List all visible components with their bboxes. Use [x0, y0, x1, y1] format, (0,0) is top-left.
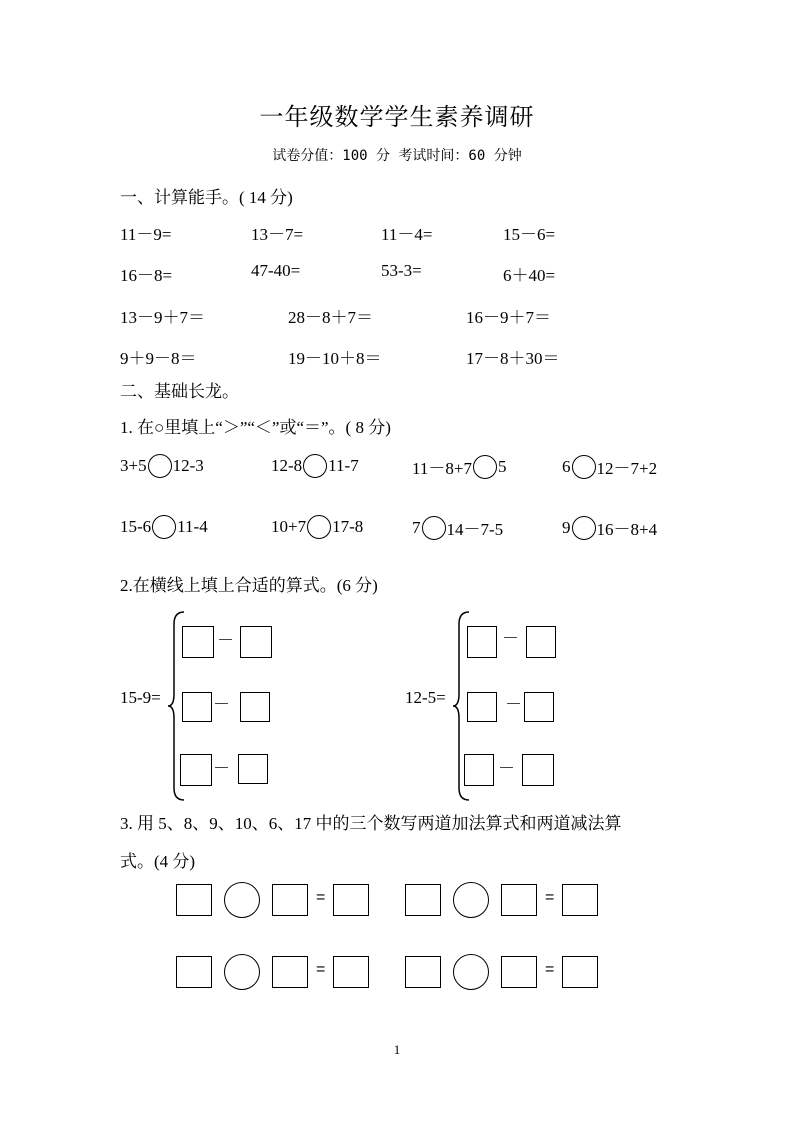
- compare-item: [562, 515, 657, 540]
- split-label-left: 15-9=: [120, 688, 161, 707]
- answer-circle[interactable]: [303, 454, 327, 478]
- number-box[interactable]: [405, 884, 441, 916]
- calc-item: 16－8=: [120, 266, 173, 285]
- calc-item: 15－6=: [503, 225, 556, 244]
- answer-circle[interactable]: [572, 516, 596, 540]
- compare-right: 11-4: [177, 517, 208, 536]
- compare-item: [412, 454, 506, 479]
- operator-circle[interactable]: [453, 954, 489, 990]
- answer-box[interactable]: [522, 754, 554, 786]
- number-box[interactable]: [176, 956, 212, 988]
- calc-item: 17－8＋30＝: [466, 349, 560, 368]
- answer-box[interactable]: [524, 692, 554, 722]
- compare-left: 12-8: [271, 456, 303, 475]
- page-title: 一年级数学学生素养调研: [259, 105, 535, 131]
- calc-item: 13－7=: [251, 225, 304, 244]
- answer-circle[interactable]: [152, 515, 176, 539]
- number-box[interactable]: [501, 884, 537, 916]
- question-3-heading-cont: 式。(4 分): [120, 852, 196, 871]
- answer-box[interactable]: [180, 754, 212, 786]
- answer-box[interactable]: [240, 626, 272, 658]
- answer-circle[interactable]: [148, 454, 172, 478]
- calc-item: 13－9＋7＝: [120, 308, 205, 327]
- equals-sign: =: [545, 961, 555, 978]
- equals-sign: =: [316, 889, 326, 906]
- compare-left: 10+7: [271, 517, 307, 536]
- answer-box[interactable]: [467, 626, 497, 658]
- answer-box[interactable]: [182, 626, 214, 658]
- compare-item: [412, 515, 503, 540]
- answer-box[interactable]: [240, 692, 270, 722]
- calc-item: 9＋9－8＝: [120, 349, 197, 368]
- compare-left: 9: [562, 517, 571, 537]
- compare-left: 6: [562, 456, 571, 476]
- result-box[interactable]: [562, 956, 598, 988]
- exam-info: 试卷分值：100 分 考试时间：60 分钟: [272, 148, 522, 164]
- equals-sign: =: [316, 961, 326, 978]
- calc-item: 53-3=: [381, 261, 422, 280]
- section-1-heading: 一、计算能手。( 14 分): [120, 188, 293, 207]
- answer-circle[interactable]: [473, 455, 497, 479]
- compare-right: 11-7: [328, 456, 359, 475]
- calc-item: 11－4=: [381, 225, 433, 244]
- compare-right: 17-8: [332, 517, 364, 536]
- minus-sign: －: [505, 695, 522, 714]
- calc-item: 11－9=: [120, 225, 172, 244]
- minus-sign: －: [217, 631, 234, 650]
- compare-item: [271, 515, 363, 539]
- compare-right: 14－7-5: [446, 520, 504, 539]
- answer-circle[interactable]: [572, 455, 596, 479]
- answer-box[interactable]: [467, 692, 497, 722]
- operator-circle[interactable]: [224, 954, 260, 990]
- compare-left: 11－8+7: [412, 459, 472, 478]
- number-box[interactable]: [272, 956, 308, 988]
- question-3-heading: 3. 用 5、8、9、10、6、17 中的三个数写两道加法算式和两道减法算: [120, 814, 622, 833]
- minus-sign: －: [213, 695, 230, 714]
- result-box[interactable]: [333, 884, 369, 916]
- calc-item: 19－10＋8＝: [288, 349, 382, 368]
- equals-sign: =: [545, 889, 555, 906]
- answer-circle[interactable]: [307, 515, 331, 539]
- minus-sign: －: [502, 629, 519, 648]
- number-box[interactable]: [272, 884, 308, 916]
- compare-item: [120, 454, 204, 478]
- compare-left: 3+5: [120, 456, 147, 475]
- compare-left: 7: [412, 517, 421, 537]
- answer-box[interactable]: [238, 754, 268, 784]
- calc-item: 16－9＋7＝: [466, 308, 551, 327]
- question-1-heading: 1. 在○里填上“＞”“＜”或“＝”。( 8 分): [120, 418, 391, 437]
- compare-right: 5: [497, 456, 507, 476]
- result-box[interactable]: [562, 884, 598, 916]
- question-2-heading: 2.在横线上填上合适的算式。(6 分): [120, 576, 378, 595]
- compare-right: 12-3: [172, 456, 204, 475]
- result-box[interactable]: [333, 956, 369, 988]
- minus-sign: －: [213, 759, 230, 778]
- page-number: 1: [393, 1042, 401, 1057]
- calc-item: 28－8＋7＝: [288, 308, 373, 327]
- calc-item: 47-40=: [251, 261, 301, 280]
- split-label-right: 12-5=: [405, 688, 446, 707]
- answer-box[interactable]: [464, 754, 494, 786]
- section-2-heading: 二、基础长龙。: [120, 382, 239, 401]
- answer-circle[interactable]: [422, 516, 446, 540]
- compare-right: 12－7+2: [596, 459, 658, 478]
- compare-item: [120, 515, 208, 539]
- minus-sign: －: [498, 759, 515, 778]
- number-box[interactable]: [501, 956, 537, 988]
- number-box[interactable]: [405, 956, 441, 988]
- number-box[interactable]: [176, 884, 212, 916]
- answer-box[interactable]: [526, 626, 556, 658]
- answer-box[interactable]: [182, 692, 212, 722]
- compare-item: [562, 454, 657, 479]
- calc-item: 6＋40=: [503, 266, 556, 285]
- operator-circle[interactable]: [224, 882, 260, 918]
- operator-circle[interactable]: [453, 882, 489, 918]
- compare-item: [271, 454, 359, 478]
- compare-left: 15-6: [120, 517, 152, 536]
- compare-right: 16－8+4: [596, 520, 658, 539]
